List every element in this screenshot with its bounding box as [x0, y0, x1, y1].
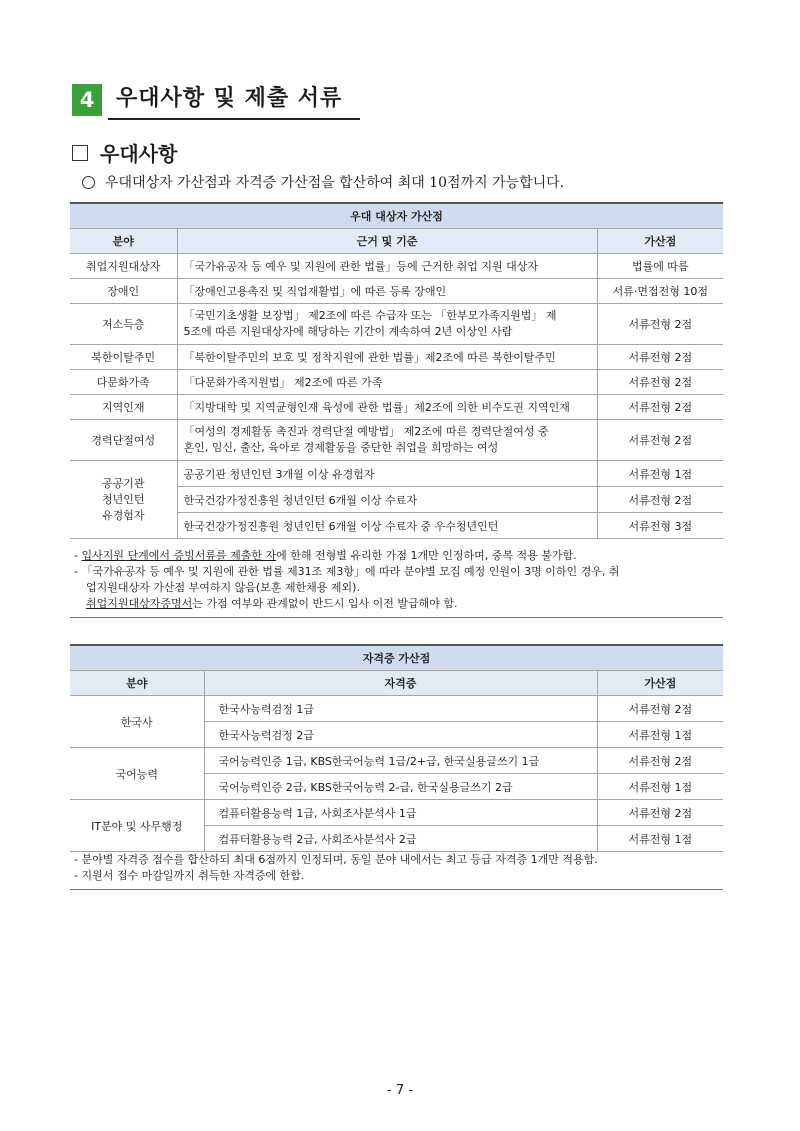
square-bullet-icon [72, 145, 88, 161]
section-underline [108, 118, 360, 120]
certificate-points-table [70, 644, 723, 852]
table-row [70, 370, 723, 395]
note-item: - 「국가유공자 등 예우 및 지원에 관한 법률 제31조 제3항」에 따라 분야별 모집 예정 인원이 3명 이하인 경우, 취 [74, 565, 620, 578]
table-row [70, 254, 723, 279]
cert-cell: 국어능력인증 2급, KBS한국어능력 2-급, 한국실용글쓰기 2급 [204, 774, 597, 800]
points-cell: 서류·면접전형 10점 [597, 279, 723, 304]
subsection-heading [72, 138, 177, 167]
table-row [70, 279, 723, 304]
field-cell: 다문화가족 [70, 370, 177, 395]
table-row [70, 461, 723, 487]
points-cell: 서류전형 2점 [597, 748, 723, 774]
note-item [70, 580, 723, 596]
note-text: 분야별 자격증 점수를 합산하되 최대 6점까지 인정되며, 동일 분야 내에서는 최고 등급 자격증 1개만 적용함. [81, 853, 598, 866]
basis-cell: 「국가유공자 등 예우 및 지원에 관한 법률」등에 근거한 취업 지원 대상자 [177, 254, 597, 279]
cert-cell: 한국사능력검정 1급 [204, 696, 597, 722]
field-cell: 한국사 [70, 696, 204, 748]
points-cell: 법률에 따름 [597, 254, 723, 279]
column-header: 분야 [70, 229, 177, 254]
note-underlined: 입사지원 단계에서 증빙서류를 제출한 자 [81, 549, 277, 562]
preference-points-table [70, 202, 723, 539]
section-title: 우대사항 및 제출 서류 [116, 86, 343, 111]
column-header: 분야 [70, 671, 204, 696]
table-row [70, 345, 723, 370]
basis-cell: 「장애인고용촉진 및 직업재활법」에 따른 등록 장애인 [177, 279, 597, 304]
points-cell: 서류전형 2점 [597, 395, 723, 420]
field-cell: 지역인재 [70, 395, 177, 420]
note-text: 「국가유공자 등 예우 및 지원에 관한 법률 제31조 제3항」에 따라 분야별 모집 예정 인원이 3명 이하인 경우, 취 [81, 565, 620, 578]
section-number-badge: 4 [72, 84, 102, 116]
note-item [70, 596, 723, 612]
basis-line: 5조에 따른 지원대상자에 해당하는 기간이 계속하여 2년 이상인 사람 [183, 325, 513, 338]
column-header: 자격증 [204, 671, 597, 696]
basis-cell: 「다문화가족지원법」 제2조에 따른 가족 [177, 370, 597, 395]
points-cell: 서류전형 1점 [597, 774, 723, 800]
field-cell: 저소득층 [70, 304, 177, 345]
intro-text: 우대대상자 가산점과 자격증 가산점을 합산하여 최대 10점까지 가능합니다. [105, 175, 565, 191]
basis-cell: 「북한이탈주민의 보호 및 정착지원에 관한 법률」제2조에 따른 북한이탈주민 [177, 345, 597, 370]
basis-line: 혼인, 임신, 출산, 육아로 경제활동을 중단한 취업을 희망하는 여성 [183, 441, 499, 454]
basis-cell: 한국건강가정진흥원 청년인턴 6개월 이상 수료자 [177, 487, 597, 513]
points-cell: 서류전형 1점 [597, 461, 723, 487]
circle-bullet-icon [82, 176, 95, 189]
basis-cell: 공공기관 청년인턴 3개월 이상 유경험자 [177, 461, 597, 487]
field-line: 유경험자 [101, 508, 145, 522]
table-row [70, 420, 723, 461]
section-heading [72, 78, 362, 120]
points-cell: 서류전형 2점 [597, 420, 723, 461]
field-cell [70, 461, 177, 539]
note-text: 는 가점 여부와 관계없이 반드시 입사 이전 발급해야 함. [192, 597, 458, 610]
page-number: - 7 - [387, 1083, 413, 1098]
points-cell: 서류전형 2점 [597, 800, 723, 826]
certificate-notes [70, 848, 723, 890]
subsection-title: 우대사항 [100, 142, 178, 166]
table-row [70, 748, 723, 774]
field-cell: 장애인 [70, 279, 177, 304]
points-cell: 서류전형 2점 [597, 696, 723, 722]
basis-cell: 한국건강가정진흥원 청년인턴 6개월 이상 수료자 중 우수청년인턴 [177, 513, 597, 539]
note-text: 업지원대상자 가산점 부여하지 않음(보훈 제한채용 제외). [86, 581, 360, 594]
preference-notes [70, 544, 723, 618]
points-cell: 서류전형 3점 [597, 513, 723, 539]
note-text: 지원서 접수 마감일까지 취득한 자격증에 한함. [81, 869, 305, 882]
table-row [70, 696, 723, 722]
basis-line: 「여성의 경제활동 촉진과 경력단절 예방법」 제2조에 따른 경력단절여성 중 [183, 425, 549, 438]
field-line: 공공기관 [101, 476, 145, 490]
intro-line [82, 172, 564, 192]
field-cell: IT분야 및 사무행정 [70, 800, 204, 852]
cert-cell: 컴퓨터활용능력 1급, 사회조사분석사 1급 [204, 800, 597, 826]
table-title: 우대 대상자 가산점 [70, 203, 723, 229]
points-cell: 서류전형 1점 [597, 722, 723, 748]
table-title: 자격증 가산점 [70, 645, 723, 671]
table-row [70, 395, 723, 420]
note-item: - 분야별 자격증 점수를 합산하되 최대 6점까지 인정되며, 동일 분야 내에서는 최고 등급 자격증 1개만 적용함. [74, 853, 598, 866]
cert-cell: 한국사능력검정 2급 [204, 722, 597, 748]
table-row [70, 304, 723, 345]
field-cell: 국어능력 [70, 748, 204, 800]
cert-cell: 컴퓨터활용능력 2급, 사회조사분석사 2급 [204, 826, 597, 852]
note-item: - 지원서 접수 마감일까지 취득한 자격증에 한함. [74, 869, 305, 882]
field-line: 청년인턴 [101, 492, 145, 506]
cert-cell: 국어능력인증 1급, KBS한국어능력 1급/2+급, 한국실용글쓰기 1급 [204, 748, 597, 774]
basis-line: 「국민기초생활 보장법」 제2조에 따른 수급자 또는 「한부모가족지원법」 제 [183, 309, 557, 322]
basis-cell: 「지방대학 및 지역균형인재 육성에 관한 법률」제2조에 의한 비수도권 지역인재 [177, 395, 597, 420]
basis-cell [177, 420, 597, 461]
points-cell: 서류전형 1점 [597, 826, 723, 852]
points-cell: 서류전형 2점 [597, 487, 723, 513]
note-item: - 입사지원 단계에서 증빙서류를 제출한 자에 한해 전형별 유리한 가점 1개만 인정하며, 중복 적용 불가함. [74, 549, 577, 562]
points-cell: 서류전형 2점 [597, 370, 723, 395]
note-text: 에 한해 전형별 유리한 가점 1개만 인정하며, 중복 적용 불가함. [276, 549, 577, 562]
basis-cell [177, 304, 597, 345]
column-header: 가산점 [597, 229, 723, 254]
field-cell: 취업지원대상자 [70, 254, 177, 279]
field-cell: 경력단절여성 [70, 420, 177, 461]
points-cell: 서류전형 2점 [597, 345, 723, 370]
points-cell: 서류전형 2점 [597, 304, 723, 345]
column-header: 가산점 [597, 671, 723, 696]
column-header: 근거 및 기준 [177, 229, 597, 254]
note-underlined: 취업지원대상자증명서 [86, 597, 193, 610]
field-cell: 북한이탈주민 [70, 345, 177, 370]
table-row [70, 800, 723, 826]
